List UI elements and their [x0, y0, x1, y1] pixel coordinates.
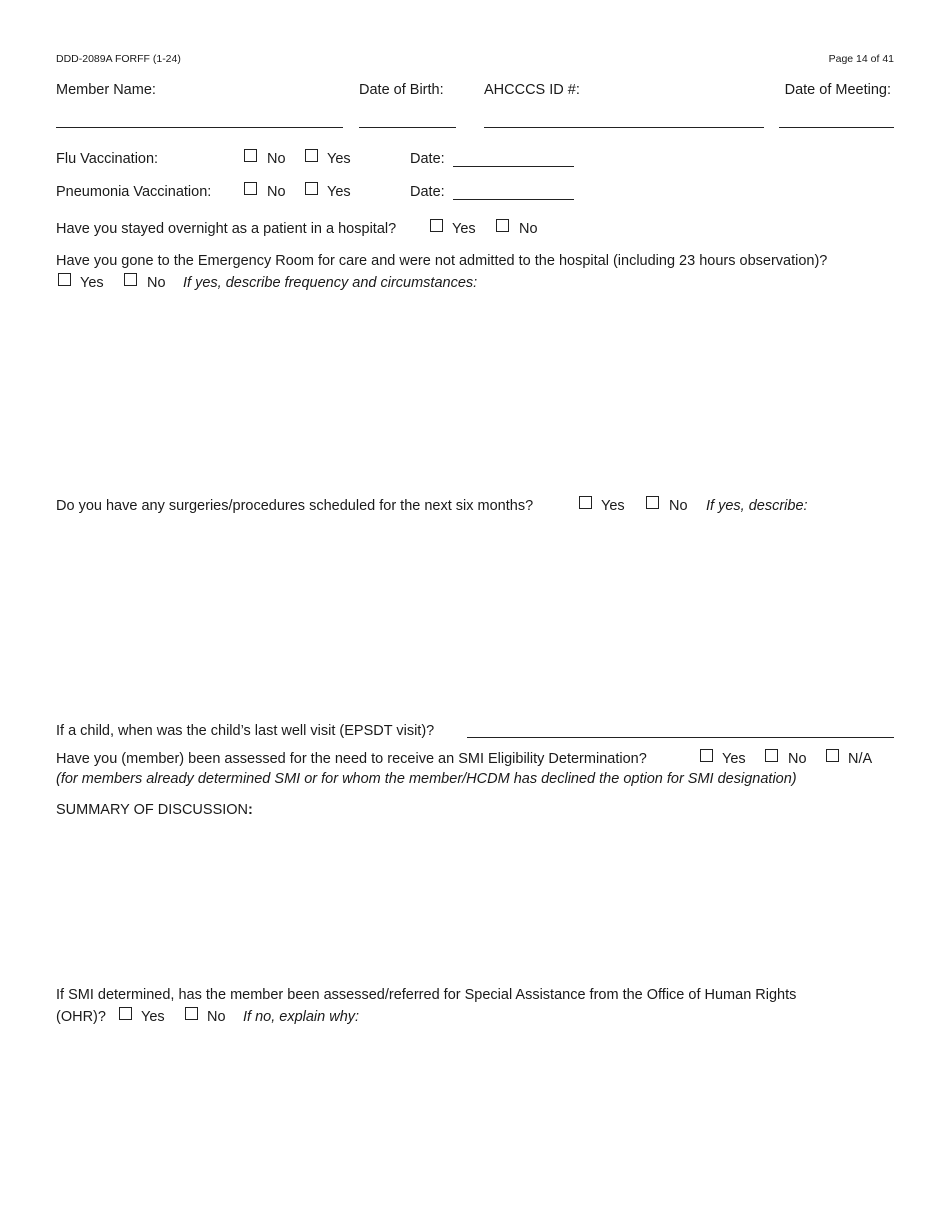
hospital-no-label: No [519, 221, 538, 237]
surgery-note: If yes, describe: [706, 498, 808, 514]
er-yes-checkbox[interactable] [58, 273, 71, 286]
hospital-yes-label: Yes [452, 221, 476, 237]
well-visit-field[interactable] [467, 737, 894, 738]
summary-colon: : [248, 802, 253, 818]
er-no-checkbox[interactable] [124, 273, 137, 286]
pneumonia-yes-label: Yes [327, 184, 351, 200]
ohr-question-line1: If SMI determined, has the member been assessed/referred for Special Assistance from the Office of Human Rights [56, 987, 797, 1003]
surgery-yes-label: Yes [601, 498, 625, 514]
ohr-question-line2: (OHR)? [56, 1009, 106, 1025]
dob-label: Date of Birth: [359, 82, 444, 98]
pneumonia-date-label: Date: [410, 184, 445, 200]
meeting-date-label: Date of Meeting: [784, 82, 891, 98]
pneumonia-no-checkbox[interactable] [244, 182, 257, 195]
smi-yes-checkbox[interactable] [700, 749, 713, 762]
ohr-note: If no, explain why: [243, 1009, 360, 1025]
form-id: DDD-2089A FORFF (1-24) [56, 53, 181, 65]
smi-yes-label: Yes [722, 751, 746, 767]
pneumonia-date-field[interactable] [453, 199, 574, 200]
flu-yes-checkbox[interactable] [305, 149, 318, 162]
surgery-no-checkbox[interactable] [646, 496, 659, 509]
ohr-no-label: No [207, 1009, 226, 1025]
ahcccs-id-field[interactable] [484, 127, 764, 128]
er-no-label: No [147, 275, 166, 291]
smi-note: (for members already determined SMI or for whom the member/HCDM has declined the option for SMI designation) [56, 771, 797, 787]
flu-date-field[interactable] [453, 166, 574, 167]
ohr-yes-label: Yes [141, 1009, 165, 1025]
pneumonia-no-label: No [267, 184, 286, 200]
flu-no-checkbox[interactable] [244, 149, 257, 162]
er-yes-label: Yes [80, 275, 104, 291]
er-note: If yes, describe frequency and circumstances: [183, 275, 478, 291]
flu-label: Flu Vaccination: [56, 151, 159, 167]
meeting-date-field[interactable] [779, 127, 894, 128]
summary-heading [56, 802, 253, 818]
flu-date-label: Date: [410, 151, 445, 167]
hospital-question: Have you stayed overnight as a patient in a hospital? [56, 221, 397, 237]
summary-label: SUMMARY OF DISCUSSION [56, 802, 249, 818]
ohr-yes-checkbox[interactable] [119, 1007, 132, 1020]
pneumonia-yes-checkbox[interactable] [305, 182, 318, 195]
surgery-yes-checkbox[interactable] [579, 496, 592, 509]
flu-yes-label: Yes [327, 151, 351, 167]
surgery-question: Do you have any surgeries/procedures scheduled for the next six months? [56, 498, 534, 514]
ohr-no-checkbox[interactable] [185, 1007, 198, 1020]
hospital-no-checkbox[interactable] [496, 219, 509, 232]
smi-question: Have you (member) been assessed for the need to receive an SMI Eligibility Determination? [56, 751, 647, 767]
smi-no-checkbox[interactable] [765, 749, 778, 762]
smi-na-checkbox[interactable] [826, 749, 839, 762]
er-question: Have you gone to the Emergency Room for care and were not admitted to the hospital (including 23 hours observation)? [56, 253, 828, 269]
smi-na-label: N/A [848, 751, 873, 767]
pneumonia-label: Pneumonia Vaccination: [56, 184, 212, 200]
member-name-field[interactable] [56, 127, 343, 128]
member-name-label: Member Name: [56, 82, 156, 98]
dob-field[interactable] [359, 127, 456, 128]
page-number: Page 14 of 41 [828, 53, 894, 65]
surgery-no-label: No [669, 498, 688, 514]
hospital-yes-checkbox[interactable] [430, 219, 443, 232]
flu-no-label: No [267, 151, 286, 167]
smi-no-label: No [788, 751, 807, 767]
well-visit-question: If a child, when was the child’s last well visit (EPSDT visit)? [56, 723, 435, 739]
ahcccs-id-label: AHCCCS ID #: [484, 82, 580, 98]
